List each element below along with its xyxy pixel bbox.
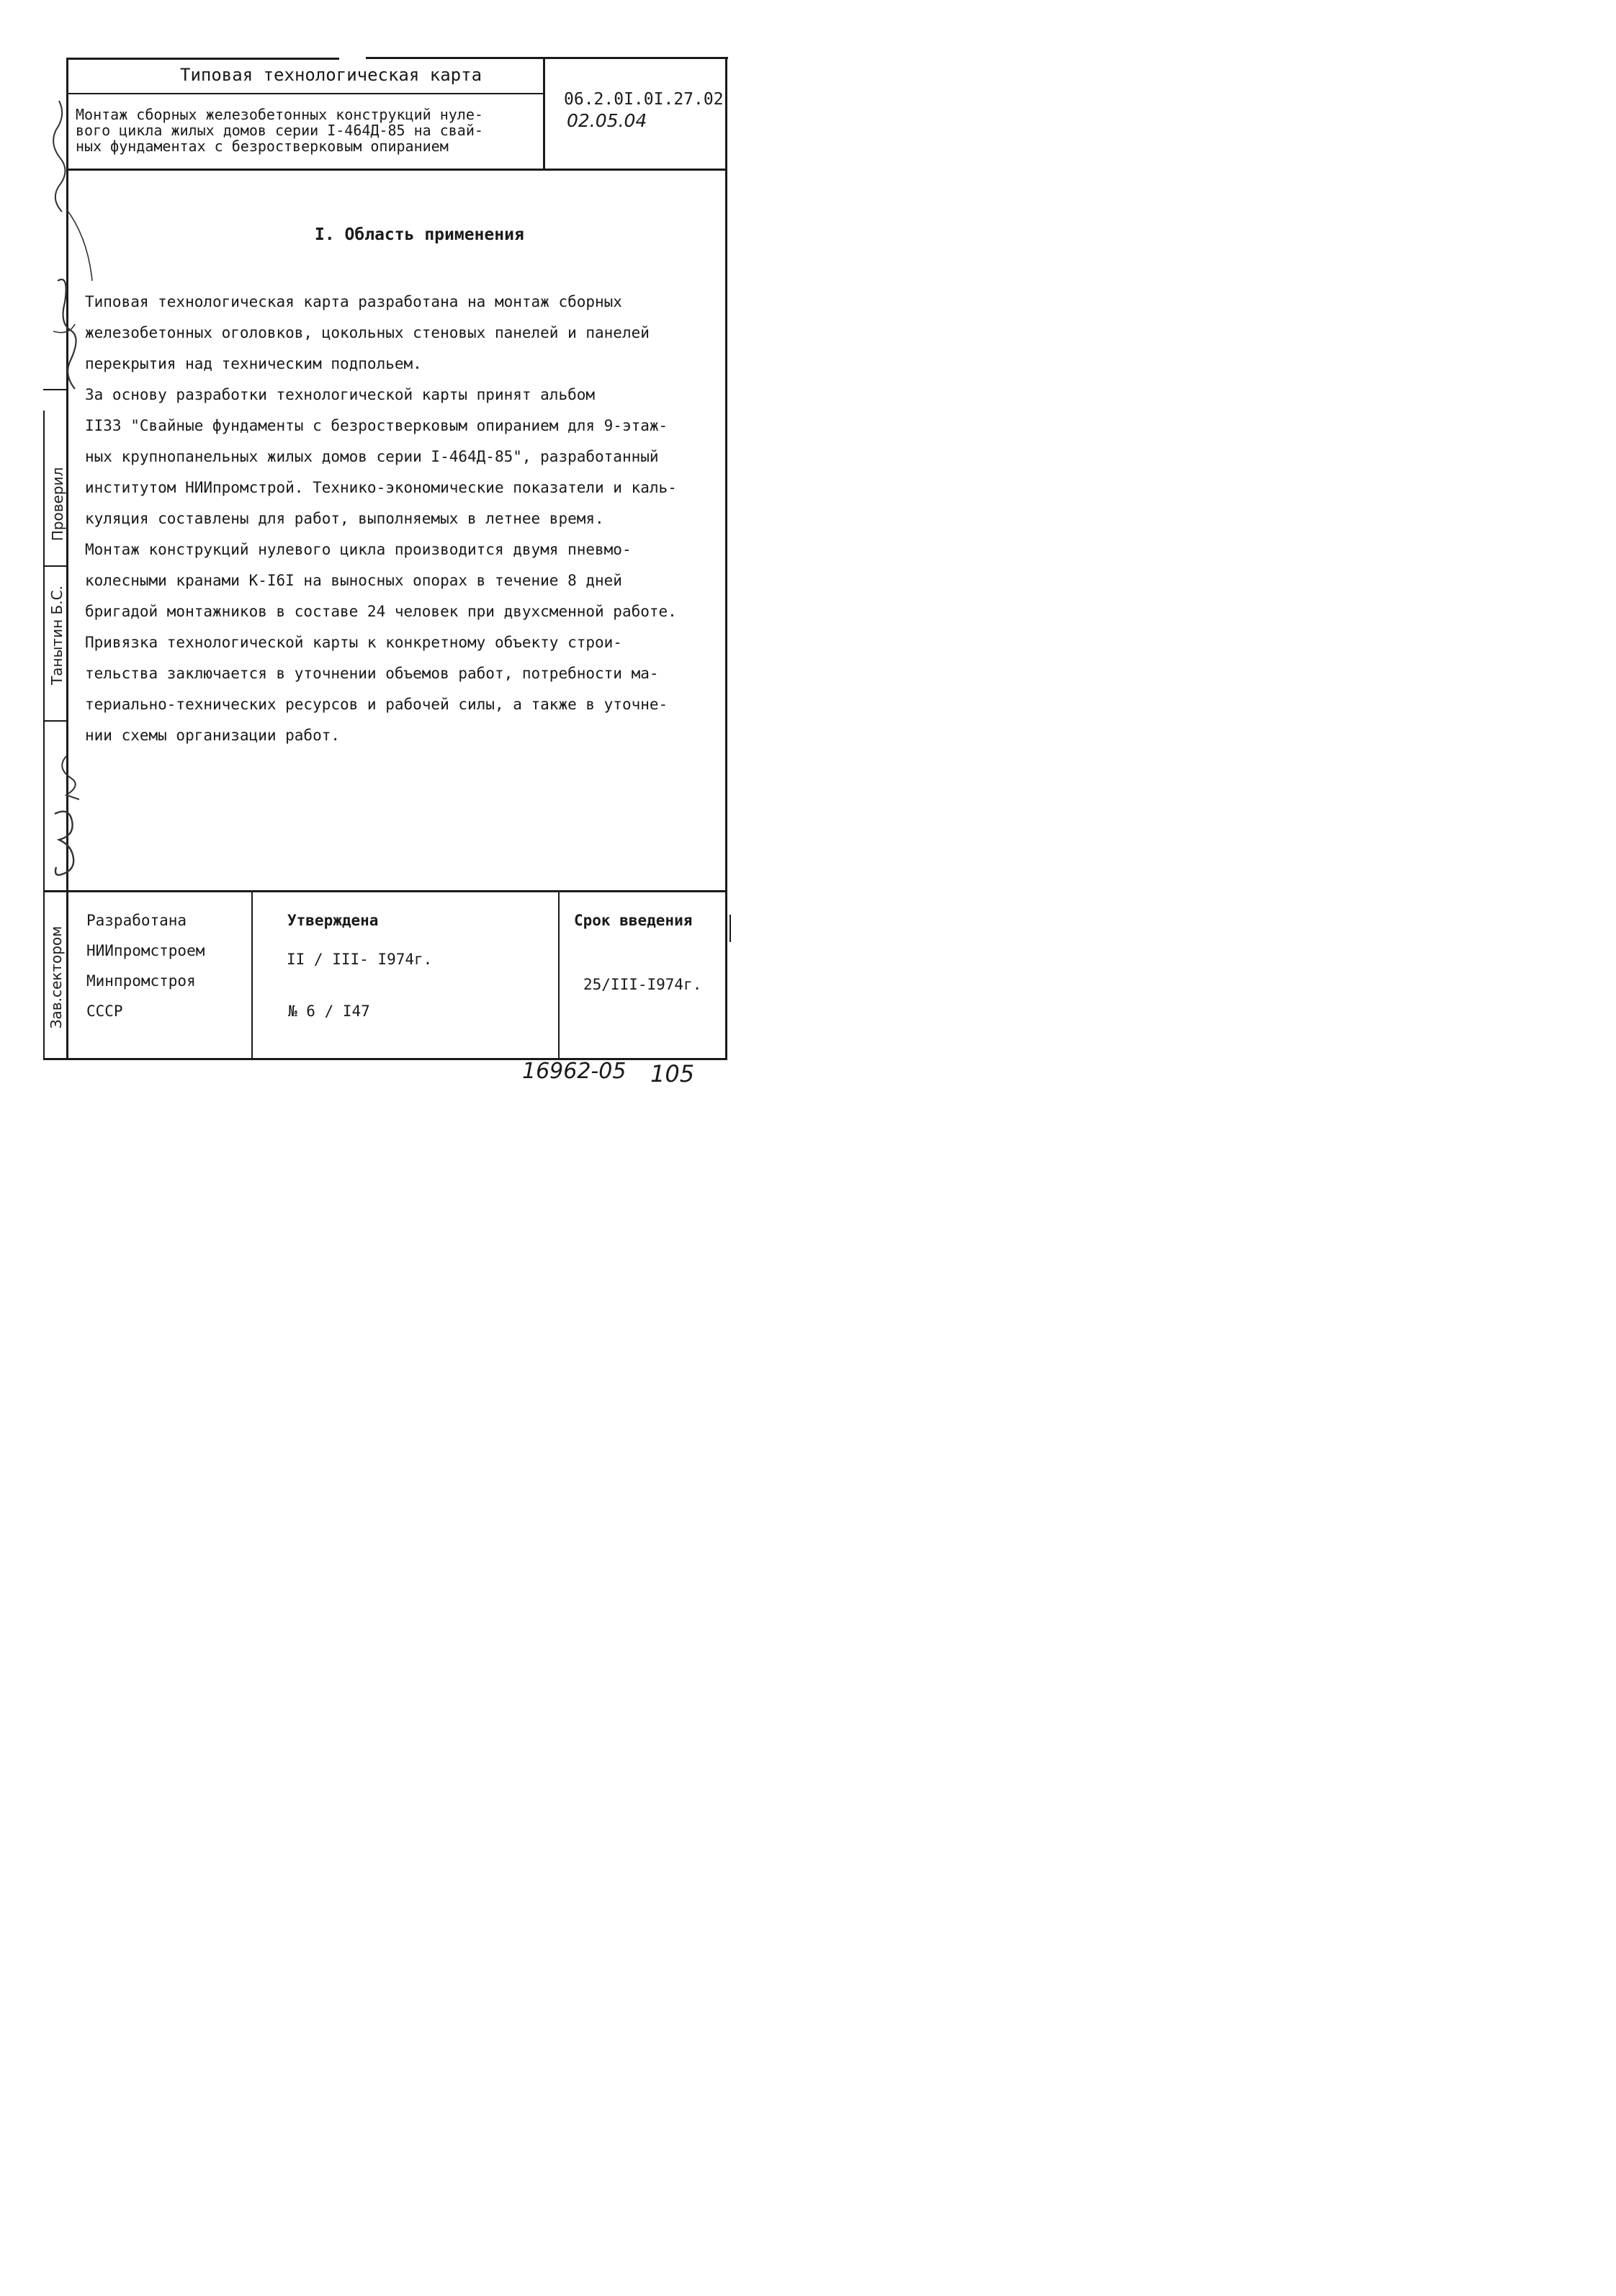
- signature-top-margin: [45, 94, 95, 396]
- approved-title: Утверждена: [287, 912, 379, 929]
- document-code: 06.2.0I.0I.27.02: [564, 90, 724, 109]
- footer-document-number: 16962-05: [522, 1059, 627, 1084]
- subject-line: ных фундаментах с безростверковым опиранием: [76, 138, 449, 155]
- margin-separator-2: [43, 565, 67, 567]
- approved-date: II / III- I974г.: [287, 951, 433, 968]
- footer-divider-2: [558, 891, 560, 1059]
- body-line: За основу разработки технологической карты принят альбом: [85, 386, 596, 403]
- side-label-checker-name: Танытин Б.С.: [48, 586, 66, 685]
- footer-divider-1: [251, 891, 253, 1059]
- signature-lower-margin: [45, 749, 88, 886]
- body-line: нии схемы организации работ.: [85, 727, 341, 744]
- footer-top-line: [43, 890, 727, 892]
- body-line: Монтаж конструкций нулевого цикла производится двумя пневмо-: [85, 541, 632, 558]
- body-line: железобетонных оголовков, цокольных стеновых панелей и панелей: [85, 324, 650, 341]
- body-line: тельства заключается в уточнении объемов работ, потребности ма-: [85, 665, 659, 682]
- header-bottom-line: [67, 169, 727, 171]
- document-date-handwritten: 02.05.04: [567, 110, 647, 131]
- effective-title: Срок введения: [574, 912, 693, 929]
- footer-page-number: 105: [650, 1060, 695, 1088]
- frame-top-left: [67, 58, 339, 60]
- frame-right: [725, 58, 727, 1060]
- section-heading: I. Область применения: [315, 225, 524, 244]
- body-line: Типовая технологическая карта разработана на монтаж сборных: [85, 293, 622, 310]
- developed-line: НИИпромстроем: [86, 942, 205, 959]
- subject-line: Монтаж сборных железобетонных конструкций нуле-: [76, 106, 483, 123]
- body-line: ных крупнопанельных жилых домов серии I-464Д-85", разработанный: [85, 448, 659, 465]
- developed-by-cell: [86, 905, 205, 1026]
- body-line: териально-технических ресурсов и рабочей силы, а также в уточне-: [85, 696, 668, 713]
- body-line: бригадой монтажников в составе 24 человек при двухсменной работе.: [85, 603, 677, 620]
- margin-separator-3: [43, 720, 67, 722]
- approved-number: № 6 / I47: [288, 1003, 370, 1020]
- footer-right-tick: [730, 915, 731, 942]
- header-title-divider: [67, 93, 544, 94]
- side-label-checked: Проверил: [49, 467, 66, 542]
- side-label-sector-head: Зав.сектором: [48, 925, 65, 1029]
- developed-line: СССР: [86, 1003, 123, 1020]
- body-line: перекрытия над техническим подпольем.: [85, 355, 422, 372]
- margin-left-edge: [43, 411, 45, 1059]
- stamp-title: Типовая технологическая карта: [180, 65, 482, 85]
- subject-line: вого цикла жилых домов серии I-464Д-85 на свай-: [76, 122, 483, 139]
- developed-line: Минпромстроя: [86, 972, 196, 990]
- body-line: колесными кранами К-I6I на выносных опорах в течение 8 дней: [85, 572, 622, 589]
- body-line: куляция составлены для работ, выполняемых в летнее время.: [85, 510, 604, 527]
- document-subject: [76, 107, 537, 154]
- header-vertical-divider: [543, 58, 545, 170]
- section-body: [85, 287, 712, 751]
- body-line: II33 "Свайные фундаменты с безростверковым опиранием для 9-этаж-: [85, 417, 668, 434]
- frame-top-right: [366, 57, 728, 59]
- developed-line: Разработана: [86, 912, 187, 929]
- body-line: институтом НИИпромстрой. Технико-экономические показатели и каль-: [85, 479, 677, 496]
- effective-date: 25/III-I974г.: [583, 976, 702, 993]
- body-line: Привязка технологической карты к конкретному объекту строи-: [85, 634, 622, 651]
